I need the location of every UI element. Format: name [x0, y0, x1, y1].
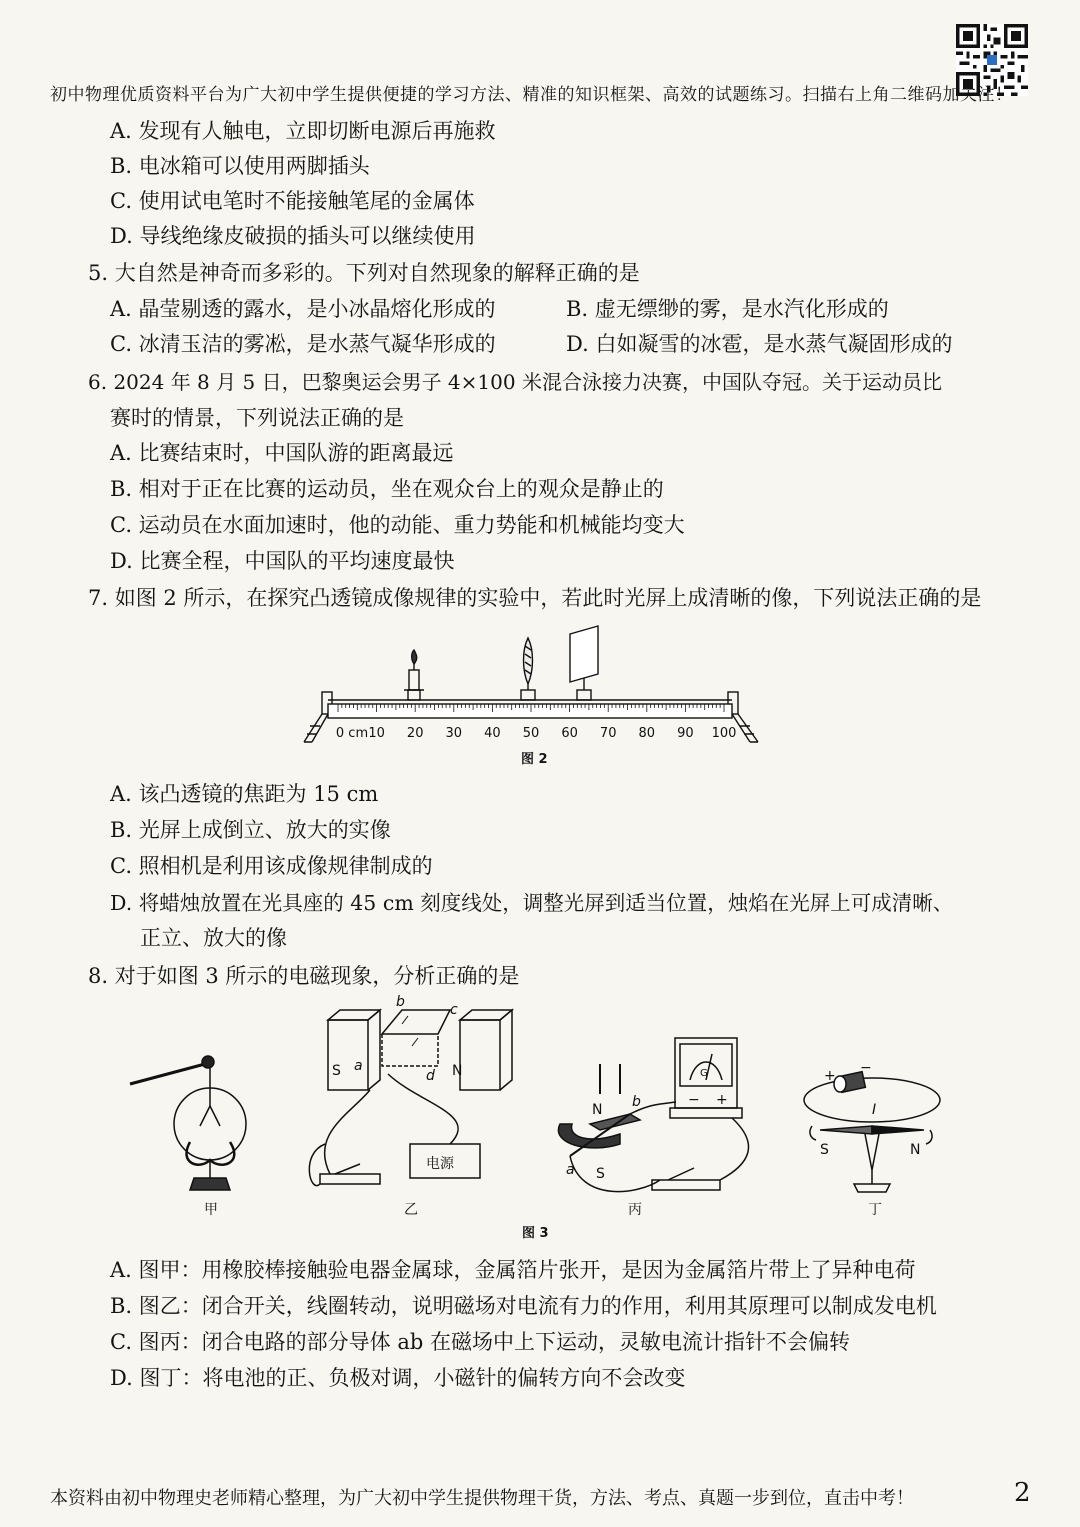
q6-option-d: D. 比赛全程，中国队的平均速度最快 — [110, 549, 455, 573]
q6-stem-line2: 赛时的情景，下列说法正确的是 — [110, 406, 404, 430]
yi-label-d: d — [426, 1068, 435, 1084]
bing-label-S: S — [596, 1166, 605, 1182]
yi-label-a: a — [354, 1058, 363, 1074]
q7-stem: 7. 如图 2 所示，在探究凸透镜成像规律的实验中，若此时光屏上成清晰的像，下列说法正确的是 — [88, 586, 982, 610]
ding-label-S: S — [820, 1142, 829, 1158]
ruler-label: 0 cm — [335, 726, 369, 741]
optical-bench-figure — [300, 620, 770, 748]
ding-label-I: I — [872, 1102, 877, 1118]
q7-option-c: C. 照相机是利用该成像规律制成的 — [110, 854, 433, 878]
ruler-label: 40 — [484, 726, 501, 741]
q5-option-a: A. 晶莹剔透的露水，是小冰晶熔化形成的 — [110, 297, 496, 321]
bing-label-minus: − — [688, 1092, 700, 1108]
q8-option-d: D. 图丁：将电池的正、负极对调，小磁针的偏转方向不会改变 — [110, 1366, 686, 1390]
q4-option-b: B. 电冰箱可以使用两脚插头 — [110, 154, 370, 178]
convex-lens — [521, 638, 535, 700]
bing-label-b: b — [632, 1094, 641, 1110]
q6-stem-line1: 6. 2024 年 8 月 5 日，巴黎奥运会男子 4×100 米混合泳接力决赛，中国队夺冠。关于运动员比 — [88, 370, 942, 394]
q7-option-b: B. 光屏上成倒立、放大的实像 — [110, 818, 391, 842]
q7-option-a: A. 该凸透镜的焦距为 15 cm — [110, 782, 379, 806]
q5-option-b: B. 虚无缥缈的雾，是水汽化形成的 — [566, 297, 889, 321]
figure-3-caption: 图 3 — [522, 1226, 549, 1241]
sub-figure-yi: 乙 — [404, 1202, 418, 1218]
q5-option-d: D. 白如凝雪的冰雹，是水蒸气凝固形成的 — [566, 332, 953, 356]
header-banner: 初中物理优质资料平台为广大初中学生提供便捷的学习方法、精准的知识框架、高效的试题练习。扫描右上角二维码加关注！ — [50, 85, 1013, 105]
ruler-label: 70 — [599, 726, 617, 741]
q8-option-a: A. 图甲：用橡胶棒接触验电器金属球，金属箔片张开，是因为金属箔片带上了异种电荷 — [110, 1258, 916, 1282]
bing-label-N: N — [592, 1102, 603, 1118]
q8-option-b: B. 图乙：闭合开关，线圈转动，说明磁场对电流有力的作用，利用其原理可以制成发电机 — [110, 1294, 937, 1318]
q6-option-b: B. 相对于正在比赛的运动员，坐在观众台上的观众是静止的 — [110, 477, 664, 501]
q8-option-c: C. 图丙：闭合电路的部分导体 ab 在磁场中上下运动，灵敏电流计指针不会偏转 — [110, 1330, 850, 1354]
sub-figure-bing: 丙 — [628, 1202, 642, 1218]
q6-option-c: C. 运动员在水面加速时，他的动能、重力势能和机械能均变大 — [110, 513, 685, 537]
q8-stem: 8. 对于如图 3 所示的电磁现象，分析正确的是 — [88, 964, 520, 988]
ruler-label: 80 — [638, 726, 656, 741]
yi-label-c: c — [450, 1002, 458, 1018]
footer-text: 本资料由初中物理史老师精心整理，为广大初中学生提供物理干货，方法、考点、真题一步到位，直击中考！ — [50, 1488, 914, 1509]
q7-option-d-continuation: 正立、放大的像 — [140, 926, 287, 950]
q5-option-c: C. 冰清玉洁的雾凇，是水蒸气凝华形成的 — [110, 332, 496, 356]
bing-label-plus: + — [716, 1092, 728, 1108]
ruler-label: 90 — [677, 726, 694, 741]
q5-stem: 5. 大自然是神奇而多彩的。下列对自然现象的解释正确的是 — [88, 261, 640, 285]
ruler-label: 100 — [711, 726, 737, 741]
bing-label-a: a — [566, 1162, 575, 1178]
yi-power-label: 电源 — [426, 1156, 454, 1172]
electromagnetism-figure — [120, 994, 960, 1224]
q4-option-c: C. 使用试电笔时不能接触笔尾的金属体 — [110, 189, 475, 213]
ding-label-plus: + — [824, 1068, 836, 1084]
candle — [404, 650, 424, 700]
bing-label-G: G — [700, 1068, 708, 1079]
bench-rail — [328, 704, 732, 718]
ruler-label: 10 — [368, 726, 385, 741]
q7-option-d: D. 将蜡烛放置在光具座的 45 cm 刻度线处，调整光屏到适当位置，烛焰在光屏上可成清晰、 — [110, 891, 954, 915]
ruler-label: 50 — [522, 726, 540, 741]
ruler-label: 30 — [445, 726, 463, 741]
q4-option-d: D. 导线绝缘皮破损的插头可以继续使用 — [110, 224, 476, 248]
electroscope — [130, 1056, 246, 1190]
yi-label-S: S — [332, 1063, 341, 1079]
q4-option-a: A. 发现有人触电，立即切断电源后再施救 — [110, 119, 496, 143]
ding-label-N: N — [910, 1142, 921, 1158]
light-screen — [570, 626, 598, 700]
page-number: 2 — [1014, 1478, 1031, 1508]
ding-label-minus: − — [860, 1060, 872, 1076]
oersted-apparatus — [804, 1072, 940, 1192]
sub-figure-ding: 丁 — [868, 1202, 882, 1218]
figure-2-caption: 图 2 — [521, 752, 548, 767]
yi-label-b: b — [396, 994, 405, 1010]
motor-apparatus — [309, 1010, 512, 1186]
yi-label-N: N — [452, 1063, 463, 1079]
q6-option-a: A. 比赛结束时，中国队游的距离最远 — [110, 441, 454, 465]
ruler-label: 20 — [406, 726, 424, 741]
induction-apparatus — [558, 1038, 748, 1192]
ruler-label: 60 — [561, 726, 578, 741]
sub-figure-jia: 甲 — [204, 1202, 218, 1218]
